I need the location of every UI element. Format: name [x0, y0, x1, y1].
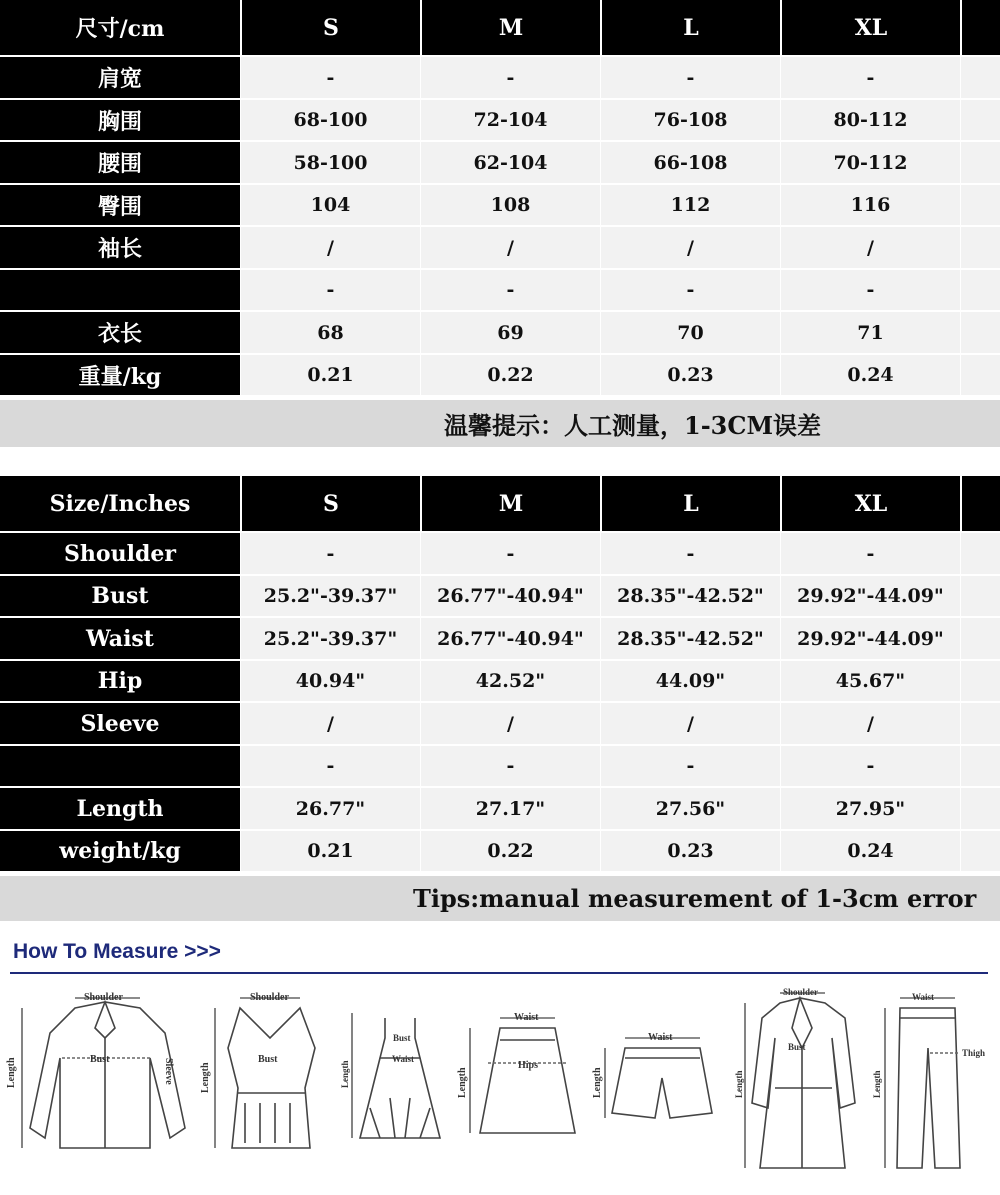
label-shoulder: Shoulder [783, 987, 819, 997]
table-row [0, 661, 1000, 703]
table-row [0, 142, 1000, 185]
table-header-row [0, 476, 1000, 533]
measure-diagrams [0, 978, 1000, 1188]
cell-size-m: 27.17" [420, 788, 600, 831]
cell-size-s: 40.94" [240, 661, 420, 703]
header-size-s: S [240, 476, 420, 533]
cell-size-l: 27.56" [600, 788, 780, 831]
cell-spacer [960, 100, 1000, 142]
cell-size-xl: 0.24 [780, 355, 960, 397]
label-length: Length [457, 1067, 468, 1098]
cell-size-xl: 29.92"-44.09" [780, 576, 960, 618]
cell-size-m: - [420, 746, 600, 788]
cell-size-l: 0.23 [600, 831, 780, 873]
dress-diagram [340, 1013, 440, 1138]
cell-spacer [960, 270, 1000, 312]
row-label: Shoulder [0, 533, 240, 576]
label-hips: Hips [518, 1060, 539, 1071]
cell-size-s: 104 [240, 185, 420, 227]
header-size-l: L [600, 476, 780, 533]
cell-spacer [960, 355, 1000, 397]
tip-text: Tips:manual measurement of 1-3cm error [413, 884, 977, 913]
table-row [0, 312, 1000, 355]
table-row [0, 831, 1000, 873]
label-sleeve: Sleeve [163, 1058, 174, 1085]
row-label: 腰围 [0, 142, 240, 185]
table-row [0, 576, 1000, 618]
cell-spacer [960, 576, 1000, 618]
cell-size-xl: 71 [780, 312, 960, 355]
cell-size-m: 42.52" [420, 661, 600, 703]
cell-size-xl: 70-112 [780, 142, 960, 185]
row-label: Length [0, 788, 240, 831]
cell-size-l: / [600, 703, 780, 746]
label-thigh: Thigh [962, 1048, 986, 1058]
label-shoulder: Shoulder [84, 992, 123, 1003]
cell-size-l: - [600, 57, 780, 100]
cell-size-l: 28.35"-42.52" [600, 618, 780, 661]
cell-size-xl: - [780, 746, 960, 788]
cell-size-xl: 45.67" [780, 661, 960, 703]
cell-size-l: - [600, 746, 780, 788]
cell-size-s: 26.77" [240, 788, 420, 831]
row-label: Bust [0, 576, 240, 618]
cell-size-xl: / [780, 227, 960, 270]
cell-spacer [960, 788, 1000, 831]
cell-size-l: 28.35"-42.52" [600, 576, 780, 618]
cell-size-s: 0.21 [240, 355, 420, 397]
table-row [0, 533, 1000, 576]
blouse-diagram [6, 992, 185, 1148]
cell-size-l: 66-108 [600, 142, 780, 185]
cell-spacer [960, 703, 1000, 746]
cell-size-s: 58-100 [240, 142, 420, 185]
table-row [0, 57, 1000, 100]
cell-size-xl: 27.95" [780, 788, 960, 831]
cell-size-xl: - [780, 57, 960, 100]
label-bust: Bust [788, 1042, 806, 1052]
label-length: Length [6, 1057, 17, 1088]
table-row [0, 227, 1000, 270]
cell-size-xl: 0.24 [780, 831, 960, 873]
label-length: Length [592, 1067, 603, 1098]
row-label: 臀围 [0, 185, 240, 227]
header-size-xl: XL [780, 476, 960, 533]
tank-diagram [200, 992, 315, 1148]
label-length: Length [872, 1070, 882, 1098]
size-table-inches [0, 476, 1000, 873]
cell-spacer [960, 227, 1000, 270]
row-label: 衣长 [0, 312, 240, 355]
table-row [0, 618, 1000, 661]
size-table-cm [0, 0, 1000, 397]
table-row [0, 270, 1000, 312]
cell-size-l: - [600, 533, 780, 576]
cell-size-s: / [240, 703, 420, 746]
cell-size-s: 25.2"-39.37" [240, 576, 420, 618]
table-row [0, 185, 1000, 227]
cell-size-l: 0.23 [600, 355, 780, 397]
cell-size-m: 69 [420, 312, 600, 355]
coat-diagram [734, 987, 855, 1168]
label-bust: Bust [258, 1054, 278, 1065]
cell-spacer [960, 533, 1000, 576]
tip-text: 温馨提示：人工测量，1-3CM误差 [444, 411, 822, 440]
header-size-m: M [420, 0, 600, 57]
cell-size-m: 108 [420, 185, 600, 227]
row-label: Waist [0, 618, 240, 661]
header-size-xl: XL [780, 0, 960, 57]
label-waist: Waist [648, 1032, 673, 1043]
cell-size-l: 76-108 [600, 100, 780, 142]
cell-size-s: - [240, 533, 420, 576]
row-label: 胸围 [0, 100, 240, 142]
row-label [0, 270, 240, 312]
cell-spacer [960, 618, 1000, 661]
row-label: 肩宽 [0, 57, 240, 100]
cell-spacer [960, 831, 1000, 873]
row-label: Sleeve [0, 703, 240, 746]
cell-size-l: 70 [600, 312, 780, 355]
label-waist: Waist [392, 1054, 415, 1064]
cell-size-m: - [420, 533, 600, 576]
row-label: Hip [0, 661, 240, 703]
row-label: 重量/kg [0, 355, 240, 397]
cell-size-m: 0.22 [420, 831, 600, 873]
cell-spacer [960, 312, 1000, 355]
header-size-l: L [600, 0, 780, 57]
cell-size-xl: 80-112 [780, 100, 960, 142]
header-label: 尺寸/cm [0, 0, 240, 57]
cell-size-s: 68 [240, 312, 420, 355]
cell-size-xl: - [780, 533, 960, 576]
cell-size-m: 0.22 [420, 355, 600, 397]
label-bust: Bust [393, 1033, 411, 1043]
tip-bar-cm [0, 400, 1000, 447]
label-waist: Waist [912, 992, 935, 1002]
cell-size-l: 44.09" [600, 661, 780, 703]
cell-size-s: 0.21 [240, 831, 420, 873]
header-size-m: M [420, 476, 600, 533]
cell-spacer [960, 661, 1000, 703]
cell-size-s: - [240, 746, 420, 788]
cell-spacer [960, 746, 1000, 788]
cell-size-m: 26.77"-40.94" [420, 618, 600, 661]
cell-size-s: 25.2"-39.37" [240, 618, 420, 661]
label-length: Length [734, 1070, 744, 1098]
cell-size-m: / [420, 227, 600, 270]
pants-diagram [872, 992, 985, 1168]
header-size-s: S [240, 0, 420, 57]
cell-size-s: 68-100 [240, 100, 420, 142]
cell-size-l: 112 [600, 185, 780, 227]
cell-size-m: 72-104 [420, 100, 600, 142]
shorts-diagram [592, 1032, 712, 1118]
title-underline [10, 972, 988, 974]
how-to-measure-title: How To Measure >>> [13, 940, 221, 963]
cell-size-m: 62-104 [420, 142, 600, 185]
row-label [0, 746, 240, 788]
cell-size-xl: 29.92"-44.09" [780, 618, 960, 661]
cell-size-s: / [240, 227, 420, 270]
table-row [0, 100, 1000, 142]
table-header-row [0, 0, 1000, 57]
header-label: Size/Inches [0, 476, 240, 533]
label-shoulder: Shoulder [250, 992, 289, 1003]
tip-bar-inches [0, 876, 1000, 921]
header-spacer [960, 476, 1000, 533]
cell-size-s: - [240, 57, 420, 100]
table-row [0, 355, 1000, 397]
header-spacer [960, 0, 1000, 57]
table-row [0, 746, 1000, 788]
skirt-diagram [457, 1012, 575, 1133]
cell-size-m: - [420, 270, 600, 312]
cell-size-m: / [420, 703, 600, 746]
cell-spacer [960, 142, 1000, 185]
label-bust: Bust [90, 1054, 110, 1065]
cell-spacer [960, 185, 1000, 227]
row-label: 袖长 [0, 227, 240, 270]
label-length: Length [340, 1060, 350, 1088]
cell-size-xl: 116 [780, 185, 960, 227]
table-row [0, 788, 1000, 831]
label-length: Length [200, 1062, 211, 1093]
cell-spacer [960, 57, 1000, 100]
row-label: weight/kg [0, 831, 240, 873]
cell-size-l: / [600, 227, 780, 270]
cell-size-m: 26.77"-40.94" [420, 576, 600, 618]
cell-size-l: - [600, 270, 780, 312]
table-row [0, 703, 1000, 746]
cell-size-xl: / [780, 703, 960, 746]
label-waist: Waist [514, 1012, 539, 1023]
cell-size-m: - [420, 57, 600, 100]
cell-size-s: - [240, 270, 420, 312]
cell-size-xl: - [780, 270, 960, 312]
